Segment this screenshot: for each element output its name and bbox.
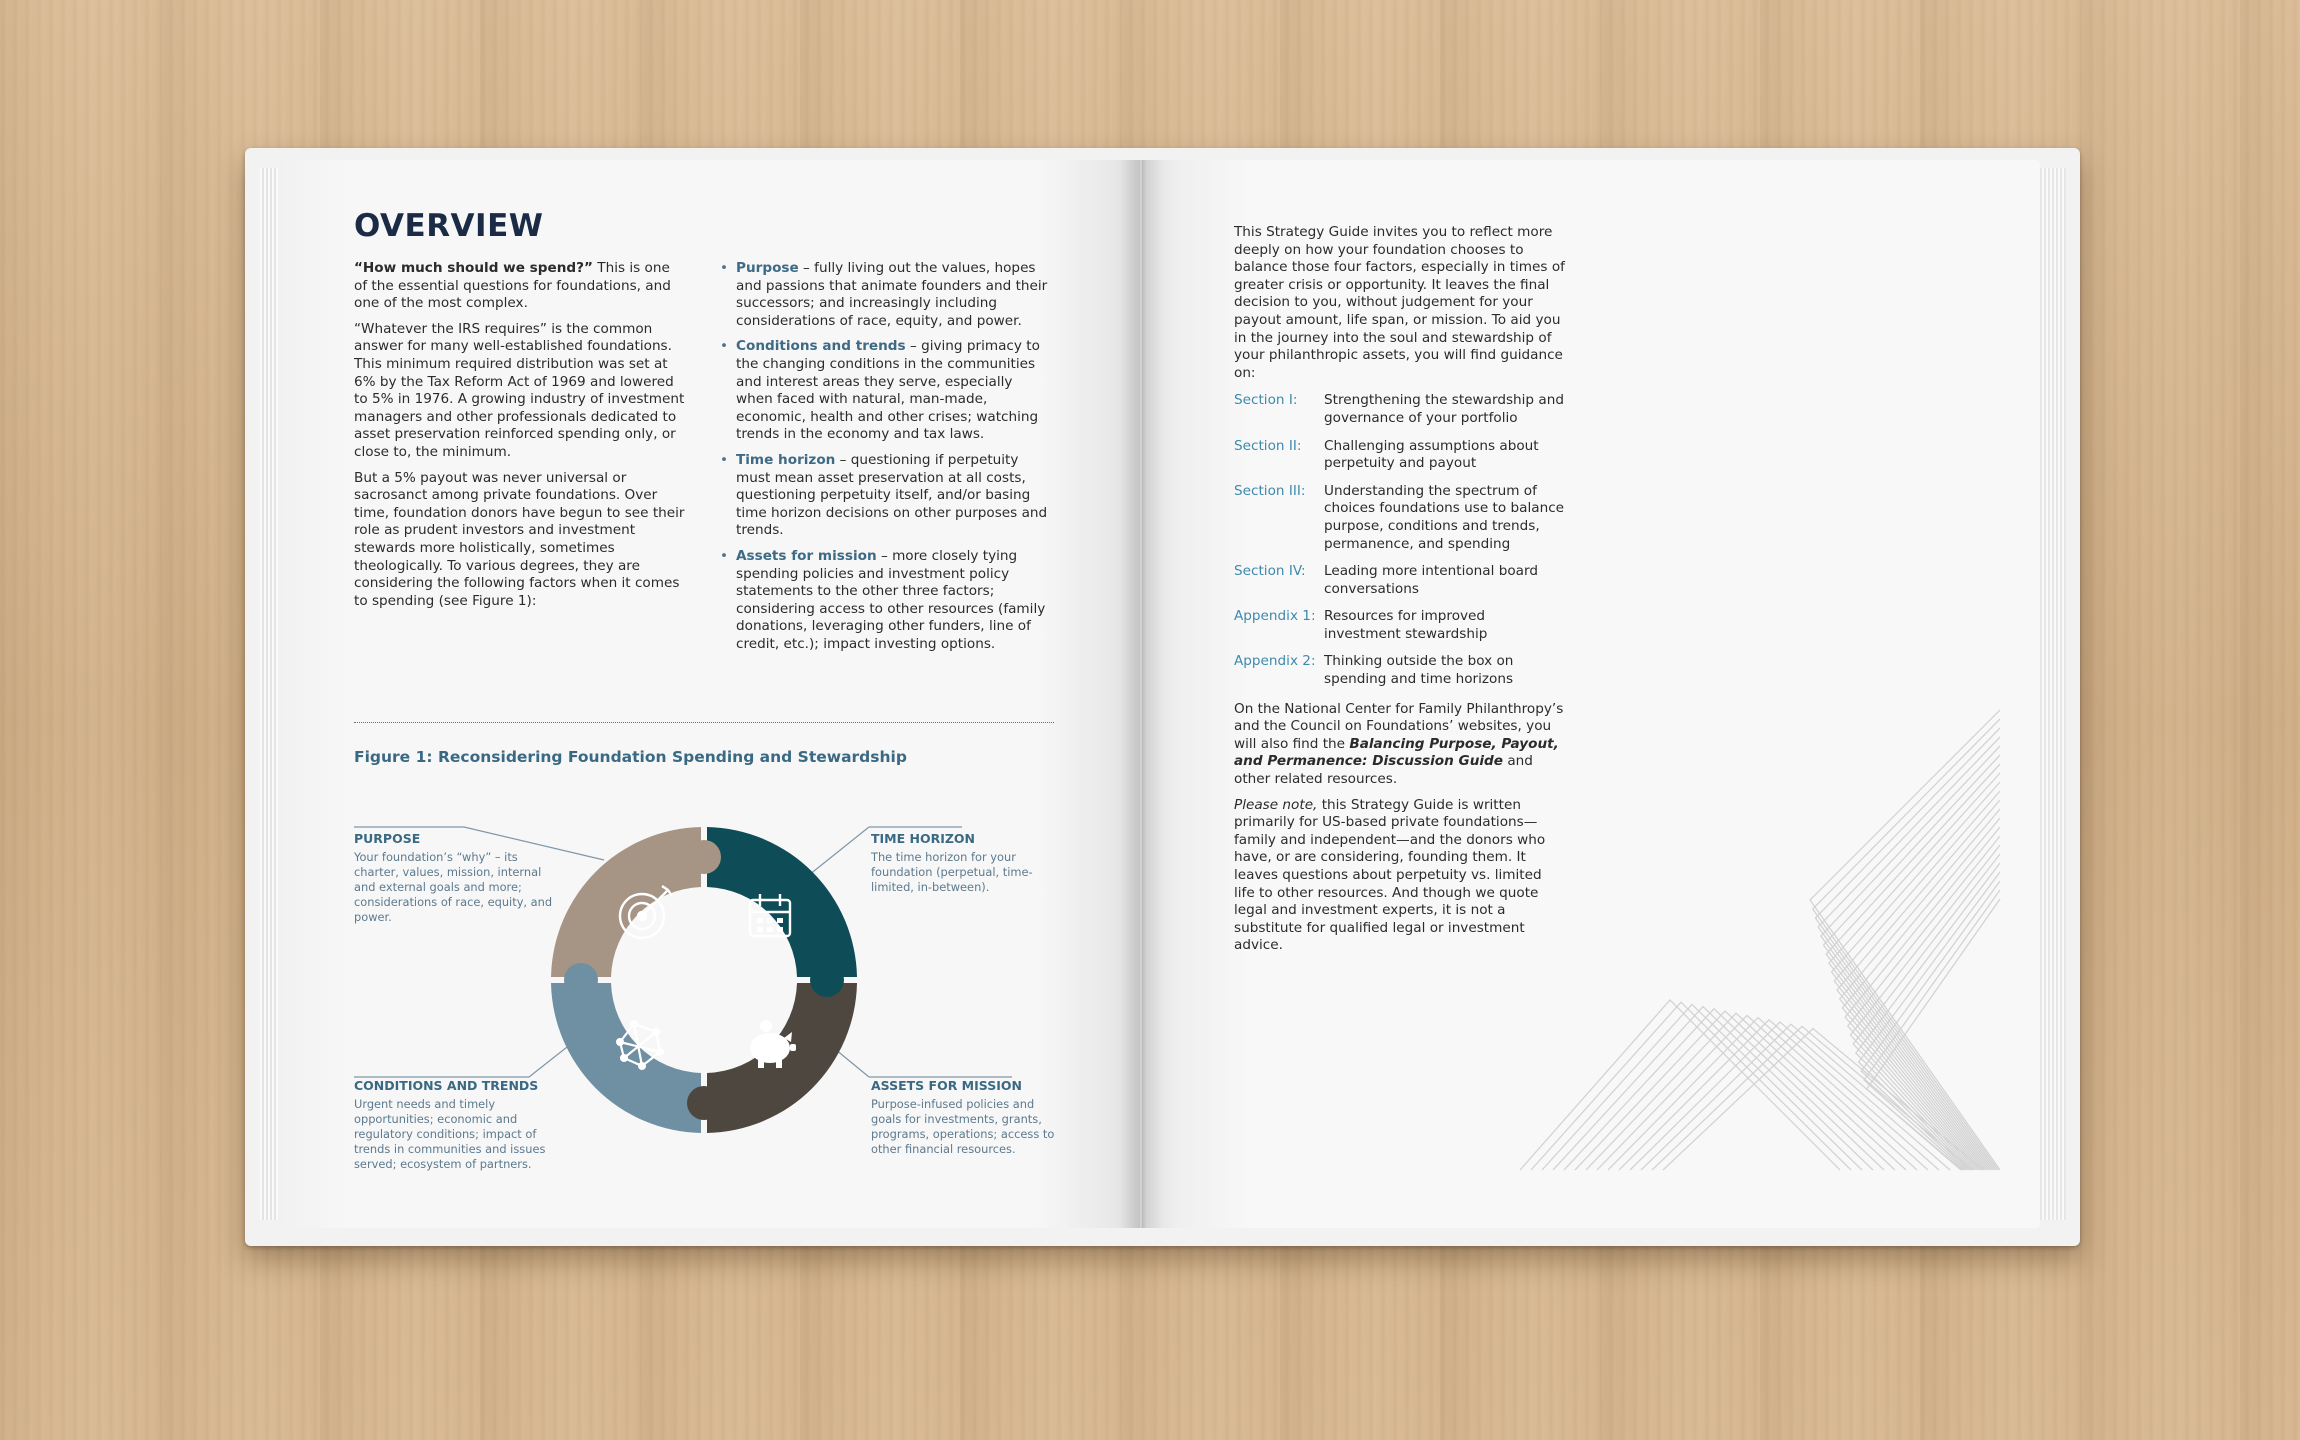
conditions-leader-line bbox=[354, 1040, 576, 1077]
conditions-label: CONDITIONS AND TRENDS bbox=[354, 1078, 539, 1093]
list-item: Section I: Strengthening the stewardship and governance of your portfolio bbox=[1234, 392, 1564, 426]
websites-paragraph: On the National Center for Family Philanthropy’s and the Council on Foundations’ websites, you will also find the Balancing Purpose, Payout, and Permanence: Discussion Guide and other related resources. bbox=[1234, 700, 1564, 788]
assets-description: Purpose-infused policies and goals for investments, grants, programs, operations; access to other financial resources. bbox=[871, 1097, 1055, 1156]
list-item: • Conditions and trends – giving primacy to the changing conditions in the communities and interest areas they serve, especially when faced with natural, man-made, economic, health and other crises; watching trends in the economy and tax laws. bbox=[718, 338, 1048, 444]
list-item: Section II: Challenging assumptions about perpetuity and payout bbox=[1234, 437, 1539, 472]
list-item: Section III: Understanding the spectrum of choices foundations use to balance purpose, conditions and trends, permanence, and spending bbox=[1234, 482, 1565, 552]
section-divider bbox=[354, 722, 1054, 723]
note-paragraph: Please note, this Strategy Guide is written primarily for US-based private foundations—family and independent—and the donors who have, or are considering, founding them. It leaves questions about perpetuity vs. limited life to other resources. And though we quote legal and investment experts, it is not a substitute for qualified legal or investment advice. bbox=[1234, 796, 1546, 954]
assets-knob bbox=[687, 1086, 721, 1120]
time-knob bbox=[810, 963, 844, 997]
assets-label: ASSETS FOR MISSION bbox=[871, 1078, 1022, 1093]
intro-paragraph-2: “Whatever the IRS requires” is the common answer for many well-established foundations. This minimum required distribution was set at 6% by the Tax Reform Act of 1969 and lowered to 5% in 1976. A growing industry of investment managers and other professionals dedicated to asset preservation reinforced spending only, or close to, the minimum. bbox=[354, 320, 685, 460]
purpose-description: Your foundation’s “why” – its charter, values, mission, internal and external goals and more; considerations of race, equity, and power. bbox=[354, 850, 553, 924]
conditions-knob bbox=[564, 963, 598, 997]
intro-paragraph-1: “How much should we spend?” This is one of the essential questions for foundations, and one of the most complex. bbox=[354, 260, 671, 312]
list-item: • Purpose – fully living out the values, hopes and passions that animate founders and their successors; and increasingly including considerations of race, equity, and power. bbox=[718, 260, 1048, 330]
page-title: OVERVIEW bbox=[354, 208, 544, 244]
section-list bbox=[1234, 392, 1566, 688]
discussion-guide-title: Balancing Purpose, Payout, and Permanence: Discussion Guide bbox=[1234, 735, 1559, 770]
purpose-knob bbox=[687, 840, 721, 874]
list-item: • Assets for mission – more closely tying spending policies and investment policy statements to the other three factors; considering access to other resources (family donations, leveraging other funders, line of credit, etc.); impact investing options. bbox=[718, 548, 1048, 654]
list-item: Appendix 1: Resources for improved investment stewardship bbox=[1234, 608, 1488, 642]
conditions-description: Urgent needs and timely opportunities; economic and regulatory conditions; impact of trends in communities and issues served; ecosystem of partners. bbox=[354, 1097, 546, 1171]
assets-leader-line bbox=[824, 1040, 1012, 1077]
time-horizon-puzzle-piece bbox=[707, 827, 857, 977]
right-page-edges bbox=[2040, 168, 2066, 1220]
guide-intro: This Strategy Guide invites you to reflect more deeply on how your foundation chooses to balance those four factors, especially in times of greater crisis or opportunity. It leaves the final decision to you, without judgement for your payout amount, life span, or mission. To aid you in the journey into the soul and stewardship of your philanthropic assets, you will find guidance on: bbox=[1234, 224, 1565, 381]
puzzle-diagram bbox=[354, 795, 1064, 1185]
figure-title: Figure 1: Reconsidering Foundation Spending and Stewardship bbox=[354, 748, 907, 766]
left-page-edges bbox=[260, 168, 278, 1220]
list-item: • Time horizon – questioning if perpetuity must mean asset preservation at all costs, questioning perpetuity itself, and/or basing time horizon decisions on other purposes and trends. bbox=[718, 452, 1048, 540]
list-item: Section IV: Leading more intentional board conversations bbox=[1234, 563, 1538, 597]
decorative-line-pattern bbox=[1510, 700, 2010, 1180]
intro-column bbox=[354, 260, 686, 618]
intro-paragraph-3: But a 5% payout was never universal or sacrosanct among private foundations. Over time, foundation donors have begun to see their role as prudent investors and investment stewards more holistically, sometimes theologically. To various degrees, they are considering the following factors when it comes to spending (see Figure 1): bbox=[354, 469, 685, 609]
factors-list bbox=[718, 260, 1048, 661]
list-item: Appendix 2: Thinking outside the box on spending and time horizons bbox=[1234, 653, 1514, 688]
time-horizon-description: The time horizon for your foundation (perpetual, time-limited, in-between). bbox=[871, 850, 1033, 894]
book-spine bbox=[1120, 160, 1164, 1228]
time-horizon-label: TIME HORIZON bbox=[871, 831, 976, 846]
intro-question: “How much should we spend?” bbox=[354, 260, 593, 276]
purpose-label: PURPOSE bbox=[354, 831, 421, 846]
